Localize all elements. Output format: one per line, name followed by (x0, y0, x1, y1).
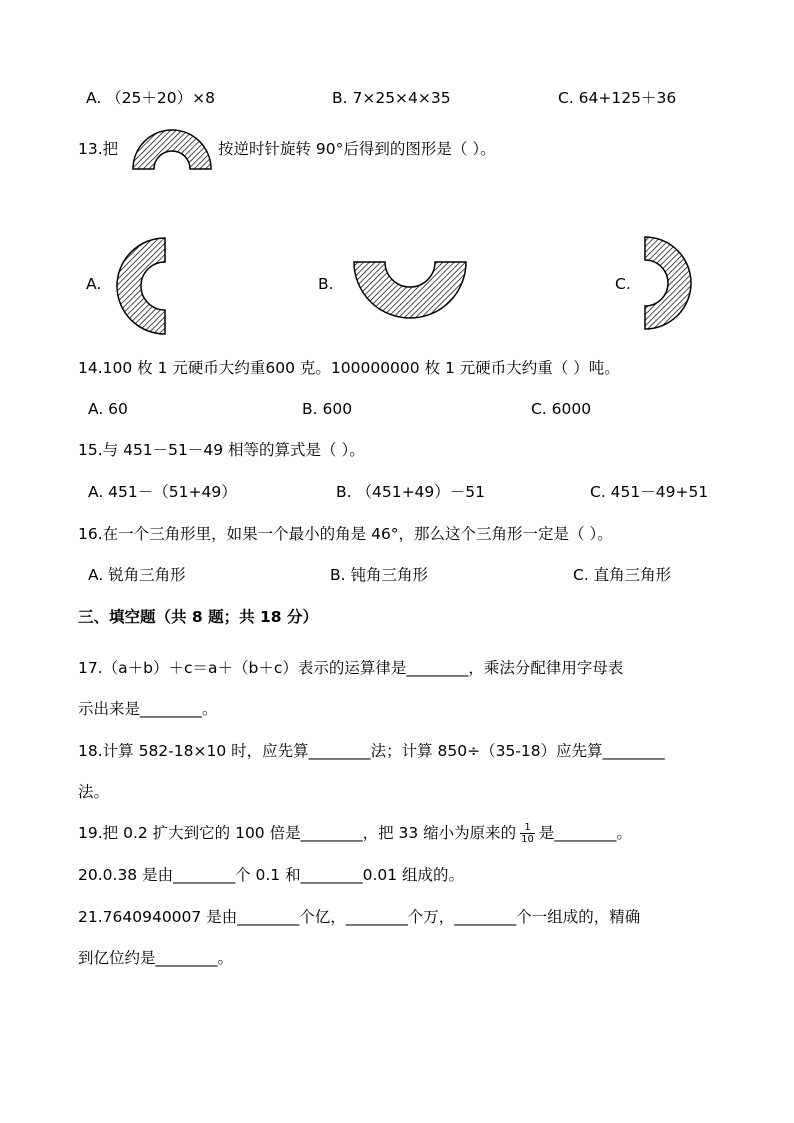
q19-text-after: 是________。 (538, 824, 632, 842)
q13-stem-after: 按逆时针旋转 90°后得到的图形是（ ）。 (218, 140, 496, 158)
q16-stem: 16.在一个三角形里，如果一个最小的角是 46°，那么这个三角形一定是（ ）。 (78, 525, 613, 543)
q19-text-before: 19.把 0.2 扩大到它的 100 倍是________，把 33 缩小为原来的 (78, 824, 517, 842)
q15-option-b[interactable]: B. （451+49）－51 (336, 483, 486, 501)
section-heading: 三、填空题（共 8 题；共 18 分） (78, 608, 318, 626)
arch-opening-left-icon[interactable] (644, 236, 696, 330)
q17-line1: 17.（a＋b）＋c＝a＋（b＋c）表示的运算律是________，乘法分配律用字母表 (78, 659, 624, 677)
q13-option-c-label[interactable]: C. (615, 275, 631, 293)
q13-option-a-label[interactable]: A. (86, 275, 102, 293)
q18-line2: 法。 (78, 783, 110, 801)
q17-line2: 示出来是________。 (78, 700, 218, 718)
arch-down-icon[interactable] (353, 261, 467, 319)
q18-line1: 18.计算 582-18×10 时，应先算________法；计算 850÷（35-18）应先算________ (78, 742, 665, 760)
q14-option-c[interactable]: C. 6000 (531, 400, 592, 418)
q13-stem-before: 13.把 (78, 140, 119, 158)
q14-stem: 14.100 枚 1 元硬币大约重600 克。100000000 枚 1 元硬币大约重（ ）吨。 (78, 359, 620, 377)
q19-line (78, 822, 632, 845)
q16-option-c[interactable]: C. 直角三角形 (573, 566, 672, 584)
q15-option-a[interactable]: A. 451－（51+49） (88, 483, 237, 501)
q21-line1: 21.7640940007 是由________个亿，________个万，________个一组成的，精确 (78, 908, 641, 926)
fraction-denominator: 10 (521, 834, 534, 845)
q16-option-b[interactable]: B. 钝角三角形 (330, 566, 428, 584)
fraction-numerator: 1 (520, 822, 535, 834)
q20-line: 20.0.38 是由________个 0.1 和________0.01 组成的。 (78, 866, 465, 884)
fraction (520, 822, 535, 845)
q16-option-a[interactable]: A. 锐角三角形 (88, 566, 186, 584)
q15-option-c[interactable]: C. 451－49+51 (590, 483, 709, 501)
q12-option-c[interactable]: C. 64+125＋36 (558, 89, 677, 107)
q14-option-a[interactable]: A. 60 (88, 400, 128, 418)
q21-line2: 到亿位约是________。 (78, 949, 234, 967)
arch-opening-right-icon[interactable] (114, 237, 166, 335)
q15-stem: 15.与 451－51－49 相等的算式是（ ）。 (78, 441, 365, 459)
arch-up-icon (132, 123, 212, 169)
q12-option-b[interactable]: B. 7×25×4×35 (332, 89, 451, 107)
q13-option-b-label[interactable]: B. (318, 275, 334, 293)
q12-option-a[interactable]: A. （25＋20）×8 (86, 89, 215, 107)
q14-option-b[interactable]: B. 600 (302, 400, 353, 418)
